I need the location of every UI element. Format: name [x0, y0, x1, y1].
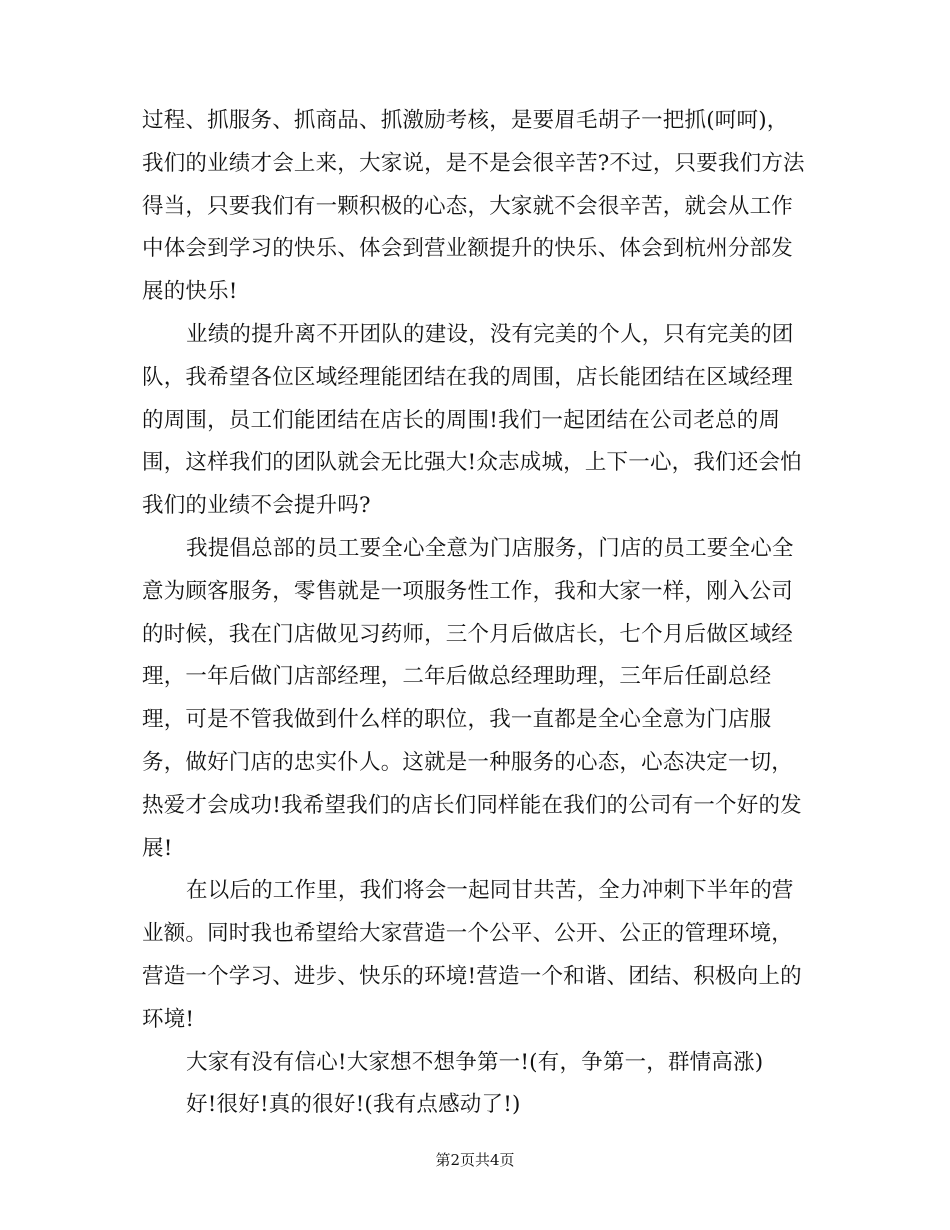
- paragraph-1: [142, 100, 812, 314]
- text-line: 务，做好门店的忠实仆人。这就是一种服务的心态，心态决定一切，: [142, 749, 794, 775]
- text-line: 过程、抓服务、抓商品、抓激励考核，是要眉毛胡子一把抓(呵呵)，: [142, 108, 789, 133]
- text-line: 环境!: [142, 1006, 195, 1032]
- text-line: 意为顾客服务，零售就是一项服务性工作，我和大家一样，刚入公司: [142, 578, 794, 604]
- body-text: [142, 100, 812, 1127]
- text-line: 我们的业绩才会上来，大家说，是不是会很辛苦?不过，只要我们方法: [142, 150, 805, 176]
- text-line: 热爱才会成功!我希望我们的店长们同样能在我们的公司有一个好的发: [142, 792, 802, 818]
- paragraph-4: [142, 870, 812, 1041]
- page-number-footer: 第2页共4页: [435, 1151, 515, 1169]
- text-line: 得当，只要我们有一颗积极的心态，大家就不会很辛苦，就会从工作: [142, 193, 794, 219]
- text-line: 营造一个学习、进步、快乐的环境!营造一个和谐、团结、积极向上的: [142, 963, 802, 989]
- paragraph-5: [142, 1042, 812, 1085]
- paragraph-6: [142, 1084, 812, 1127]
- text-line: 业绩的提升离不开团队的建设，没有完美的个人，只有完美的团: [186, 321, 794, 347]
- paragraph-2: [142, 314, 812, 528]
- text-line: 的时候，我在门店做见习药师，三个月后做店长，七个月后做区域经: [142, 621, 794, 647]
- text-line: 业额。同时我也希望给大家营造一个公平、公开、公正的管理环境，: [142, 921, 794, 947]
- text-line: 我们的业绩不会提升吗?: [142, 493, 371, 519]
- text-line: 大家有没有信心!大家想不想争第一!(有，争第一，群情高涨): [186, 1049, 764, 1075]
- text-line: 的周围，员工们能团结在店长的周围!我们一起团结在公司老总的周: [142, 407, 781, 433]
- paragraph-3: [142, 528, 812, 870]
- text-line: 我提倡总部的员工要全心全意为门店服务，门店的员工要全心全: [186, 535, 794, 561]
- text-line: 在以后的工作里，我们将会一起同甘共苦，全力冲刺下半年的营: [186, 878, 794, 904]
- text-line: 中体会到学习的快乐、体会到营业额提升的快乐、体会到杭州分部发: [142, 236, 794, 262]
- text-line: 围，这样我们的团队就会无比强大!众志成城，上下一心，我们还会怕: [142, 450, 802, 476]
- text-line: 展的快乐!: [142, 279, 238, 305]
- text-line: 队，我希望各位区域经理能团结在我的周围，店长能团结在区域经理: [142, 364, 794, 390]
- text-line: 理，一年后做门店部经理，二年后做总经理助理，三年后任副总经: [142, 664, 772, 690]
- text-line: 展!: [142, 835, 173, 861]
- text-line: 好!很好!真的很好!(我有点感动了!): [186, 1092, 521, 1118]
- text-line: 理，可是不管我做到什么样的职位，我一直都是全心全意为门店服: [142, 707, 772, 733]
